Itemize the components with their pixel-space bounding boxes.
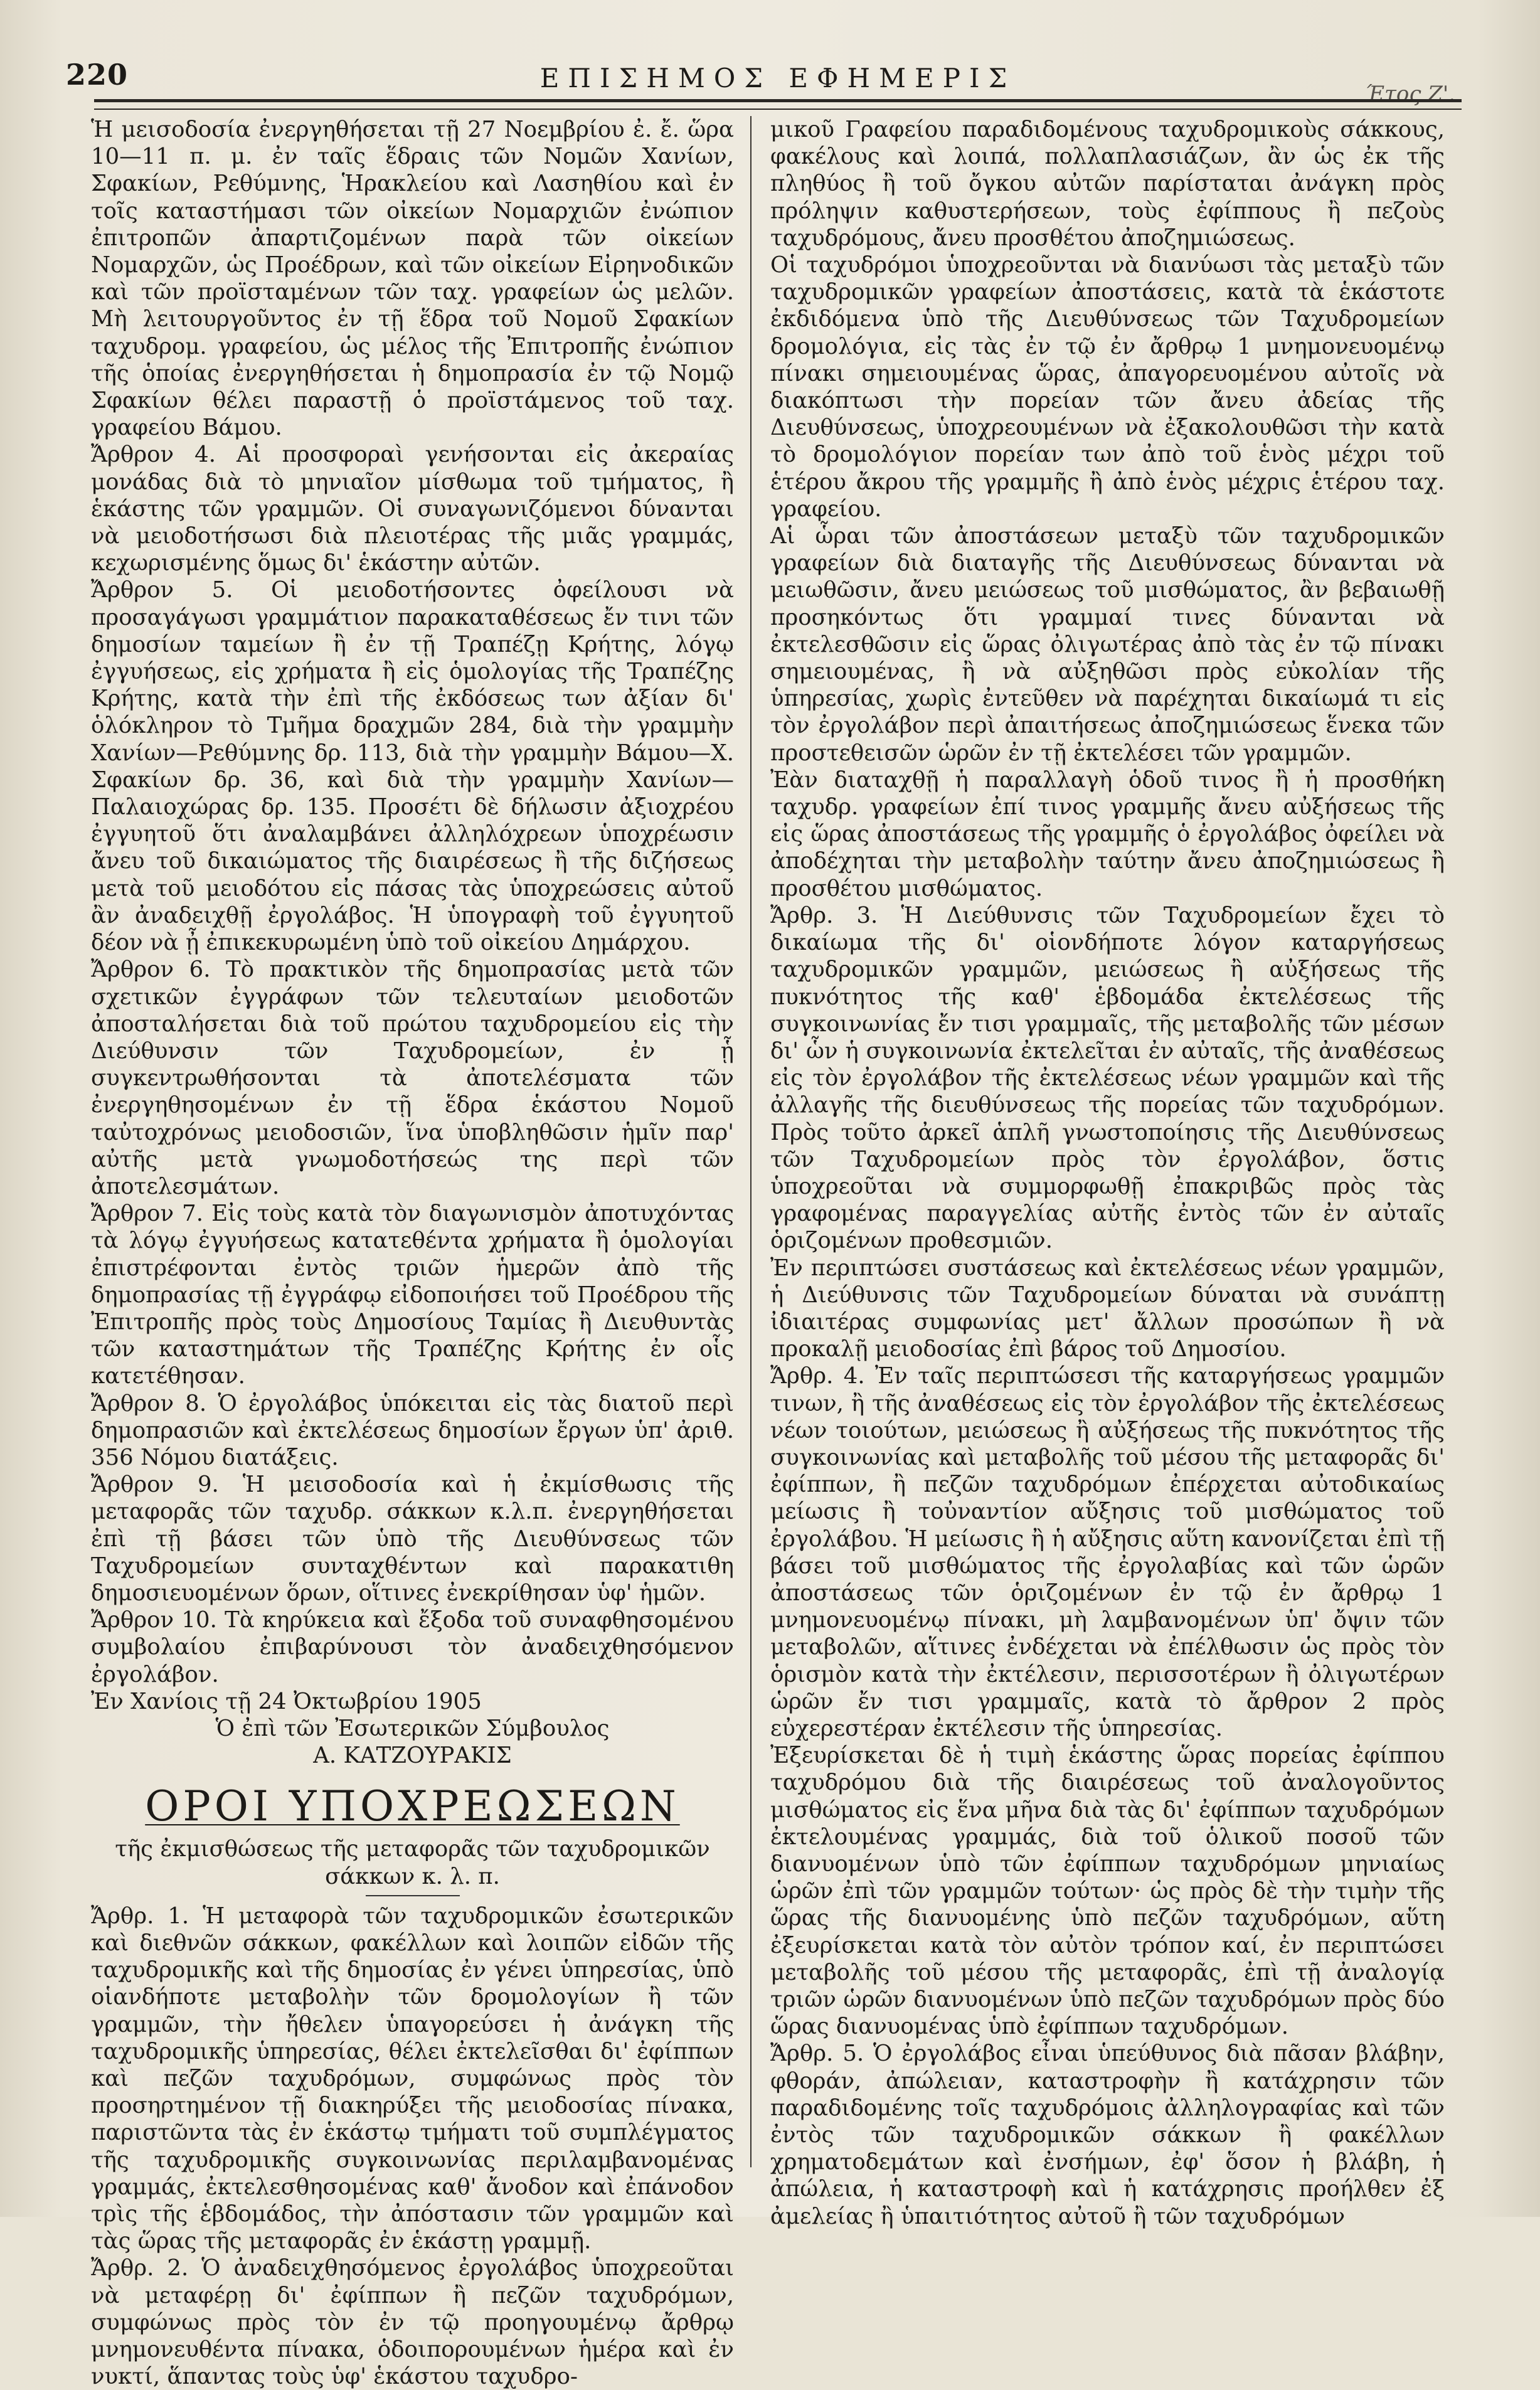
- paragraph: Ἐν περιπτώσει συστάσεως καὶ ἐκτελέσεως νέων γραμμῶν, ἡ Διεύθυνσις τῶν Ταχυδρομείων δύναται νὰ συνάπτῃ ἰδιαιτέρας συμφωνίας μετ' ἄλλων προσώπων ἢ νὰ προκαλῇ μειοδοσίας ἐπὶ βάρος τοῦ Δημοσίου.: [770, 1255, 1445, 1362]
- divider: [366, 1895, 460, 1896]
- terms-article-3: Ἄρθρ. 3. Ἡ Διεύθυνσις τῶν Ταχυδρομείων ἔχει τὸ δικαίωμα τῆς δι' οἱονδήποτε λόγον καταργήσεως ταχυδρομικῶν γραμμῶν, μειώσεως ἢ αὐξήσεως τῆς πυκνότητος τῆς καθ' ἑβδομάδα ἐκτελέσεως τῆς συγκοινωνίας ἔν τισι γραμμαῖς, τῆς μεταβολῆς τῶν μέσων δι' ὧν ἡ συγκοινωνία ἐκτελεῖται ἐν αὐταῖς, τῆς ἀναθέσεως εἰς τὸν ἐργολάβον τῆς ἐκτελέσεως νέων γραμμῶν καὶ τῆς ἀλλαγῆς τῆς διευθύνσεως τῆς πορείας τῶν ταχυδρόμων. Πρὸς τοῦτο ἀρκεῖ ἁπλῆ γνωστοποίησις τῆς Διευθύνσεως τῶν Ταχυδρομείων πρὸς τὸν ἐργολάβον, ὅστις ὑποχρεοῦται νὰ συμμορφωθῇ ἐπακριβῶς πρὸς τὰς γραφομένας παραγγελίας αὐτῆς ἐντὸς τῶν ἐν αὐταῖς ὁριζομένων προθεσμιῶν.: [770, 902, 1445, 1254]
- article-4: Ἄρθρον 4. Αἱ προσφοραὶ γενήσονται εἰς ἀκεραίας μονάδας διὰ τὸ μηνιαῖον μίσθωμα τοῦ τμήματος, ἢ ἑκάστης τῶν γραμμῶν. Οἱ συναγωνιζόμενοι δύνανται νὰ μειοδοτήσωσι διὰ πλειοτέρας τῆς μιᾶς γραμμάς, κεχωρισμένης ὅμως δι' ἑκάστην αὐτῶν.: [91, 442, 734, 576]
- masthead: ΕΠΙΣΗΜΟΣ ΕΦΗΜΕΡΙΣ: [539, 63, 1016, 93]
- signature-name: Α. ΚΑΤΖΟΥΡΑΚΙΣ: [313, 1743, 512, 1769]
- terms-article-5: Ἄρθρ. 5. Ὁ ἐργολάβος εἶναι ὑπεύθυνος διὰ πᾶσαν βλάβην, φθοράν, ἀπώλειαν, καταστροφὴν ἢ κατάχρησιν τῶν παραδιδομένης τοῖς ταχυδρόμοις ἀλληλογραφίας καὶ τῶν ἐντὸς τῶν ταχυδρομικῶν σάκκων ἢ φακέλλων χρηματοδεμάτων καὶ ἐνσήμων, ἐφ' ὅσον ἡ βλάβη, ἡ ἀπώλεια, ἡ καταστροφὴ καὶ ἡ κατάχρησις προήλθεν ἐξ ἀμελείας ἢ ὑπαιτιότητος αὐτοῦ ἢ τῶν ταχυδρόμων: [770, 2041, 1445, 2229]
- terms-article-2: Ἄρθρ. 2. Ὁ ἀναδειχθησόμενος ἐργολάβος ὑποχρεοῦται νὰ μεταφέρῃ δι' ἐφίππων ἢ πεζῶν ταχυδρόμων, συμφώνως πρὸς τὸν ἐν τῷ προηγουμένῳ ἄρθρῳ μνημονευθέντα πίνακα, ὁδοιπορουμένων ἡμέρα καὶ ἐν νυκτί, ἅπαντας τοὺς ὑφ' ἑκάστου ταχυδρο-: [91, 2255, 734, 2390]
- page-number: 220: [66, 58, 129, 92]
- terms-article-4: Ἄρθρ. 4. Ἐν ταῖς περιπτώσεσι τῆς καταργήσεως γραμμῶν τινων, ἢ τῆς ἀναθέσεως εἰς τὸν ἐργολάβον τῆς ἐκτελέσεως νέων τοιούτων, μειώσεως ἢ αὐξήσεως τῆς πυκνότητος τῆς συγκοινωνίας καὶ μεταβολῆς τοῦ μέσου τῆς μεταφορᾶς δι' ἐφίππων, ἢ πεζῶν ταχυδρόμων ἐπέρχεται αὐτοδικαίως μείωσις ἢ τοὐναντίον αὔξησις τοῦ μισθώματος τοῦ ἐργολάβου. Ἡ μείωσις ἢ ἡ αὔξησις αὕτη κανονίζεται ἐπὶ τῇ βάσει τοῦ μισθώματος τῆς ἐργολαβίας καὶ τῶν ὡρῶν ἀποστάσεως τῶν ὁριζομένων ἐν τῷ ἐν ἄρθρῳ 1 μνημονευομένῳ πίνακι, μὴ λαμβανομένων ὑπ' ὄψιν τῶν μεταβολῶν, αἵτινες ἐνδέχεται νὰ ἐπέλθωσιν ὡς πρὸς τὸν ὁρισμὸν κατὰ τὴν ἐκτέλεσιν, περισσοτέρων ἢ ὀλιγωτέρων ὡρῶν ἔν τισι γραμμαῖς, κατὰ τὸ ἄρθρον 2 πρὸς εὐχερεστέραν ἐκτέλεσιν τῆς ὑπηρεσίας.: [770, 1363, 1445, 1741]
- year-tag: Έτος Ζ'.: [1365, 82, 1455, 107]
- paragraph: Ἐὰν διαταχθῇ ἡ παραλλαγὴ ὁδοῦ τινος ἢ ἡ προσθήκη ταχυδρ. γραφείων ἐπί τινος γραμμῆς ἄνευ αὐξήσεως τῆς εἰς ὥρας ἀποστάσεως τῆς γραμμῆς ὁ ἐργολάβος ὀφείλει νὰ ἀποδέχηται τὴν μεταβολὴν ταύτην ἄνευ ἀποζημιώσεως ἢ προσθέτου μισθώματος.: [770, 767, 1445, 901]
- section-subtitle: τῆς ἐκμισθώσεως τῆς μεταφορᾶς τῶν ταχυδρομικῶν σάκκων κ. λ. π.: [115, 1836, 710, 1889]
- paragraph: μικοῦ Γραφείου παραδιδομένους ταχυδρομικοὺς σάκκους, φακέλους καὶ λοιπά, πολλαπλασιάζων, ἂν ὡς ἐκ τῆς πληθύος ἢ τοῦ ὄγκου αὐτῶν παρίσταται ἀνάγκη πρὸς πρόληψιν καθυστερήσεων, τοὺς ἐφίππους ἢ πεζοὺς ταχυδρόμους, ἄνευ προσθέτου ἀποζημιώσεως.: [770, 117, 1445, 251]
- header-rule: [94, 99, 1462, 110]
- paragraph: Αἱ ὧραι τῶν ἀποστάσεων μεταξὺ τῶν ταχυδρομικῶν γραφείων διὰ διαταγῆς τῆς Διευθύνσεως δύνανται νὰ μειωθῶσιν, ἄνευ μειώσεως τοῦ μισθώματος, ἂν βεβαιωθῇ προσηκόντως ὅτι γραμμαί τινες δύνανται νὰ ἐκτελεσθῶσιν εἰς ὥρας ὀλιγωτέρας ἀπὸ τὰς ἐν τῷ πίνακι σημειουμένας, ἢ νὰ αὐξηθῶσι πρὸς εὐκολίαν τῆς ὑπηρεσίας, χωρὶς ἐντεῦθεν νὰ παρέχηται δικαίωμά τι εἰς τὸν ἐργολάβον περὶ ἀπαιτήσεως ἀποζημιώσεως ἕνεκα τῶν προστεθεισῶν ὡρῶν ἐν τῇ ἐκτελέσει τῶν γραμμῶν.: [770, 523, 1445, 766]
- article-9: Ἄρθρον 9. Ἡ μεισοδοσία καὶ ἡ ἐκμίσθωσις τῆς μεταφορᾶς τῶν ταχυδρ. σάκκων κ.λ.π. ἐνεργηθήσεται ἐπὶ τῇ βάσει τῶν ὑπὸ τῆς Διευθύνσεως τῶν Ταχυδρομείων συνταχθέντων καὶ παρακατιθη δημοσιευομένων ὅρων, οἵτινες ἐνεκρίθησαν ὑφ' ἡμῶν.: [91, 1472, 734, 1606]
- article-8: Ἄρθρον 8. Ὁ ἐργολάβος ὑπόκειται εἰς τὰς διατοῦ περὶ δημοπρασιῶν καὶ ἐκτελέσεως δημοσίων ἔργων ὑπ' ἀριθ. 356 Νόμου διατάξεις.: [91, 1390, 734, 1470]
- left-column: [91, 116, 734, 2390]
- article-6: Ἄρθρον 6. Τὸ πρακτικὸν τῆς δημοπρασίας μετὰ τῶν σχετικῶν ἐγγράφων τῶν τελευταίων μειοδοτῶν ἀποσταλήσεται διὰ τοῦ πρώτου ταχυδρομείου εἰς τὴν Διεύθυνσιν τῶν Ταχυδρομείων, ἐν ᾗ συγκεντρωθήσονται τὰ ἀποτελέσματα τῶν ἐνεργηθησομένων ἐν τῇ ἕδρα ἑκάστου Νομοῦ ταὐτοχρόνως μειοδοσιῶν, ἵνα ὑποβληθῶσιν ἡμῖν παρ' αὐτῆς μετὰ γνωμοδοτήσεώς της περὶ τῶν ἀποτελεσμάτων.: [91, 957, 734, 1199]
- article-5: Ἄρθρον 5. Οἱ μειοδοτήσοντες ὀφείλουσι νὰ προσαγάγωσι γραμμάτιον παρακαταθέσεως ἔν τινι τῶν δημοσίων ταμείων ἢ ἐν τῇ Τραπέζῃ Κρήτης, λόγῳ ἐγγυήσεως, εἰς χρήματα ἢ εἰς ὁμολογίας τῆς Τραπέζης Κρήτης, κατὰ τὴν ἐπὶ τῆς ἐκδόσεως των ἀξίαν δι' ὁλόκληρον τὸ Τμῆμα δραχμῶν 284, διὰ τὴν γραμμὴν Χανίων—Ρεθύμνης δρ. 113, διὰ τὴν γραμμὴν Βάμου—Χ. Σφακίων δρ. 36, καὶ διὰ τὴν γραμμὴν Χανίων—Παλαιοχώρας δρ. 135. Προσέτι δὲ δήλωσιν ἀξιοχρέου ἐγγυητοῦ ὅτι ἀναλαμβάνει ἀλληλόχρεων ὑποχρέωσιν ἄνευ τοῦ δικαιώματος τῆς διαιρέσεως ἢ τῆς διζήσεως μετὰ τοῦ μειοδότου εἰς πάσας τὰς ὑποχρεώσεις αὐτοῦ ἂν ἀναδειχθῇ ἐργολάβος. Ἡ ὑπογραφὴ τοῦ ἐγγυητοῦ δέον νὰ ᾖ ἐπικεκυρωμένη ὑπὸ τοῦ οἰκείου Δημάρχου.: [91, 577, 734, 956]
- paragraph: Ἐξευρίσκεται δὲ ἡ τιμὴ ἑκάστης ὥρας πορείας ἐφίππου ταχυδρόμου διὰ τῆς διαιρέσεως τοῦ ἀναλογοῦντος μισθώματος εἰς ἕνα μῆνα διὰ τὰς δι' ἐφίππων ταχυδρόμων ἐκτελουμένας γραμμάς, διὰ τοῦ ὁλικοῦ ποσοῦ τῶν διανυομένων ὑπὸ τῶν ἐφίππων ταχυδρόμων μηνιαίως ὡρῶν ἐπὶ τῶν γραμμῶν τούτων· ὡς πρὸς δὲ τὴν τιμὴν τῆς ὥρας τῆς διανυομένης ὑπὸ πεζῶν ταχυδρόμων, αὕτη ἐξευρίσκεται κατὰ τὸν αὐτὸν τρόπον καί, ἐν περιπτώσει μεταβολῆς τοῦ μέσου τῆς μεταφορᾶς, ἐπὶ τῇ ἀναλογίᾳ τριῶν ὡρῶν διανυομένων ὑπὸ πεζῶν ταχυδρόμων πρὸς δύο ὥρας διανυομένας ὑπὸ ἐφίππων ταχυδρόμων.: [770, 1743, 1445, 2040]
- right-column: [770, 116, 1445, 2229]
- article-7: Ἄρθρον 7. Εἰς τοὺς κατὰ τὸν διαγωνισμὸν ἀποτυχόντας τὰ λόγῳ ἐγγυήσεως κατατεθέντα χρήματα ἢ ὁμολογίαι ἐπιστρέφονται ἐντὸς τριῶν ἡμερῶν ἀπὸ τῆς δημοπρασίας τῇ ἐγγράφῳ εἰδοποιήσει τοῦ Προέδρου τῆς Ἐπιτροπῆς πρὸς τοὺς Δημοσίους Ταμίας ἢ Διευθυντὰς τῶν καταστημάτων τῆς Τραπέζης Κρήτης ἐν οἷς κατετέθησαν.: [91, 1201, 734, 1389]
- article-10: Ἄρθρον 10. Τὰ κηρύκεια καὶ ἔξοδα τοῦ συναφθησομένου συμβολαίου ἐπιβαρύνουσι τὸν ἀναδειχθησόμενον ἐργολάβον.: [91, 1607, 734, 1687]
- paragraph: Ἡ μεισοδοσία ἐνεργηθήσεται τῇ 27 Νοεμβρίου ἐ. ἔ. ὥρα 10—11 π. μ. ἐν ταῖς ἕδραις τῶν Νομῶν Χανίων, Σφακίων, Ρεθύμνης, Ἡρακλείου καὶ Λασηθίου καὶ ἐν τοῖς καταστήμασι τῶν οἰκείων Νομαρχιῶν ἐνώπιον ἐπιτροπῶν ἀπαρτιζομένων παρὰ τῶν οἰκείων Νομαρχῶν, ὡς Προέδρων, καὶ τῶν οἰκείων Εἰρηνοδικῶν καὶ τῶν προϊσταμένων τῶν ταχ. γραφείων ὡς μελῶν. Μὴ λειτουργοῦντος ἐν τῇ ἕδρα τοῦ Νομοῦ Σφακίων ταχυδρομ. γραφείου, ὡς μέλος τῆς Ἐπιτροπῆς ἐνώπιον τῆς ὁποίας ἐνεργηθήσεται ἡ δημοπρασία ἐν τῷ Νομῷ Σφακίων θέλει παραστῇ ὁ προϊστάμενος τοῦ ταχ. γραφείου Βάμου.: [91, 117, 734, 441]
- terms-article-1: Ἄρθρ. 1. Ἡ μεταφορὰ τῶν ταχυδρομικῶν ἐσωτερικῶν καὶ διεθνῶν σάκκων, φακέλλων καὶ λοιπῶν εἰδῶν τῆς ταχυδρομικῆς καὶ τῆς δημοσίας ἐν γένει ὑπηρεσίας, ὑπὸ οἱανδήποτε μεταβολὴν τῶν δρομολογίων ἢ τῶν γραμμῶν, τὴν ἤθελεν ὑπαγορεύσει ἡ ἀνάγκη τῆς ταχυδρομικῆς ὑπηρεσίας, θέλει ἐκτελεῖσθαι δι' ἐφίππων καὶ πεζῶν ταχυδρόμων, συμφώνως πρὸς τὸν προσηρτημένον τῇ διακηρύξει τῆς μειοδοσίας πίνακα, παριστῶντα τὰς ἐν ἑκάστῳ τμήματι τοῦ συμπλέγματος τῆς ταχυδρομικῆς συγκοινωνίας περιλαμβανομένας γραμμάς, ἐκτελεσθησομένας καθ' ἄνοδον καὶ ἐπάνοδον τρὶς τῆς ἑβδομάδος, τὴν ἀπόστασιν τῶν γραμμῶν καὶ τὰς ὥρας τῆς μεταφορᾶς ἐν ἑκάστῃ γραμμῇ.: [91, 1903, 734, 2255]
- signature-role: Ὁ ἐπὶ τῶν Ἐσωτερικῶν Σύμβουλος: [215, 1715, 610, 1741]
- date-line: Ἐν Χανίοις τῇ 24 Ὀκτωβρίου 1905: [91, 1688, 482, 1714]
- paragraph: Οἱ ταχυδρόμοι ὑποχρεοῦνται νὰ διανύωσι τὰς μεταξὺ τῶν ταχυδρομικῶν γραφείων ἀποστάσεις, κατὰ τὰ ἑκάστοτε ἐκδιδόμενα ὑπὸ τῆς Διευθύνσεως τῶν Ταχυδρομείων δρομολόγια, εἰς τὰς ἐν τῷ ἐν ἄρθρῳ 1 μνημονευομένῳ πίνακι σημειουμένας ὥρας, ἀπαγορευομένου αὐτοῖς νὰ διακόπτωσι τὴν πορείαν τῶν ἄνευ ἀδείας τῆς Διευθύνσεως, ὑποχρεουμένων νὰ ἐξακολουθῶσι τὴν κατὰ τὸ δρομολόγιον πορείαν των ἀπὸ τοῦ ἑνὸς μέχρι τοῦ ἑτέρου ἄκρου τῆς γραμμῆς ἢ ἀπὸ ἑνὸς μέχρις ἑτέρου ταχ. γραφείου.: [770, 252, 1445, 522]
- section-title: ΟΡΟΙ ΥΠΟΧΡΕΩΣΕΩΝ: [145, 1782, 680, 1831]
- column-divider: [750, 116, 751, 2167]
